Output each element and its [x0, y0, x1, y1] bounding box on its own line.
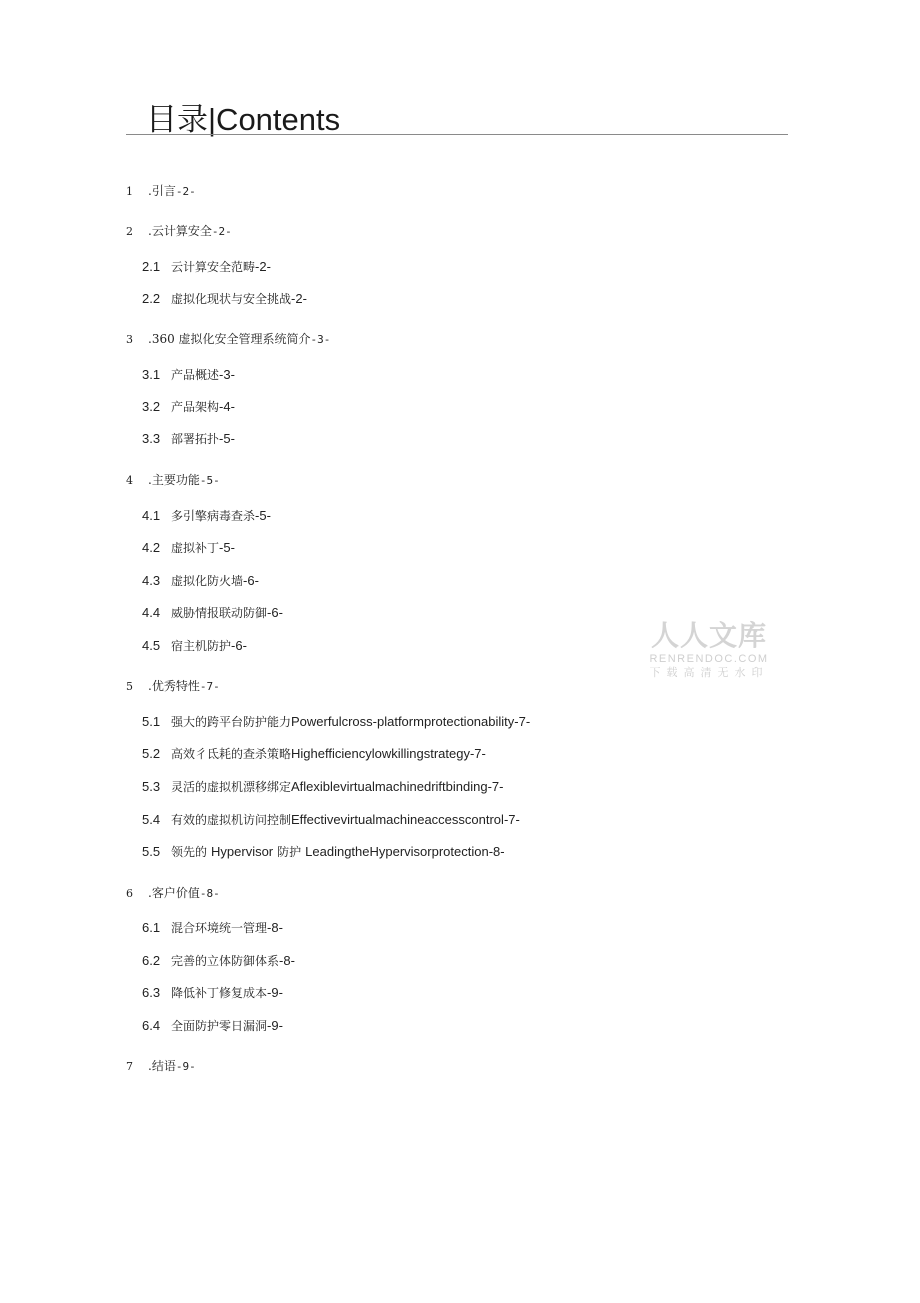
- toc-title: 虚拟化现状与安全挑战: [171, 292, 292, 306]
- toc-number: 3.2: [142, 399, 161, 414]
- toc-title: 降低补丁修复成本: [171, 986, 268, 1000]
- toc-entry-6[interactable]: [126, 885, 220, 902]
- toc-entry-5-5[interactable]: [142, 844, 505, 860]
- toc-title: 完善的立体防御体系: [171, 954, 280, 968]
- toc-number: 6.1: [142, 920, 161, 935]
- toc-entry-6-2[interactable]: [142, 953, 295, 969]
- toc-page: -6-: [243, 573, 259, 588]
- toc-title: .360 虚拟化安全管理系统简介: [148, 332, 311, 346]
- toc-number: 6: [126, 887, 133, 900]
- toc-entry-2-1[interactable]: [142, 259, 271, 275]
- page-title: 目录|Contents: [146, 102, 341, 137]
- toc-page: -7-: [503, 812, 520, 827]
- toc-entry-4-4[interactable]: [142, 605, 283, 621]
- toc-page: -9-: [267, 1018, 283, 1033]
- toc-page: -3-: [310, 333, 331, 346]
- toc-title: 灵活的虚拟机漂移绑定: [171, 780, 292, 794]
- toc-number: 5.5: [142, 844, 161, 859]
- toc-title-en: Effectivevirtualmachineaccesscontrol: [291, 812, 504, 827]
- toc-title-en-mid: Hypervisor: [211, 844, 274, 859]
- toc-number: 4: [126, 474, 133, 487]
- toc-title: 部署拓扑: [171, 432, 220, 446]
- toc-entry-3-1[interactable]: [142, 367, 235, 383]
- toc-page: -7-: [487, 779, 504, 794]
- toc-title: 高效彳氐耗的查杀策略: [171, 747, 292, 761]
- toc-title-en: Powerfulcross-platformprotectionability: [291, 714, 515, 729]
- toc-title: 产品架构: [171, 400, 220, 414]
- toc-entry-5-2[interactable]: [142, 746, 486, 762]
- toc-title: 虚拟补丁: [171, 541, 220, 555]
- toc-entry-6-3[interactable]: [142, 985, 283, 1001]
- toc-title: 多引擎病毒查杀: [171, 509, 256, 523]
- toc-entry-5-1[interactable]: [142, 714, 530, 730]
- toc-entry-4-1[interactable]: [142, 508, 271, 524]
- toc-page: -7-: [469, 746, 486, 761]
- toc-title: .主要功能: [148, 473, 200, 487]
- toc-title: 云计算安全范畴: [171, 260, 256, 274]
- toc-page: -5-: [219, 431, 235, 446]
- toc-entry-4-5[interactable]: [142, 638, 247, 654]
- toc-title-en: Highefficiencylowkillingstrategy: [291, 746, 470, 761]
- toc-number: 6.4: [142, 1018, 161, 1033]
- toc-page: -4-: [219, 399, 235, 414]
- toc-entry-5-3[interactable]: [142, 779, 503, 795]
- watermark-subtitle: 下载高清无水印: [649, 666, 769, 679]
- toc-entry-1[interactable]: [126, 183, 196, 200]
- toc-title: 产品概述: [171, 368, 220, 382]
- toc-page: -2-: [255, 259, 271, 274]
- toc-entry-5[interactable]: [126, 678, 220, 695]
- toc-number: 4.5: [142, 638, 161, 653]
- toc-page: -3-: [219, 367, 235, 382]
- toc-number: 2.2: [142, 291, 161, 306]
- toc-title: .客户价值: [148, 886, 200, 900]
- toc-page: -7-: [199, 680, 220, 693]
- toc-number: 2: [126, 225, 133, 238]
- toc-title: .结语: [148, 1059, 176, 1073]
- toc-number: 3.3: [142, 431, 161, 446]
- toc-page: -8-: [488, 844, 505, 859]
- toc-number: 7: [126, 1060, 133, 1073]
- toc-page: -2-: [291, 291, 307, 306]
- toc-title: 领先的: [171, 845, 208, 859]
- toc-number: 1: [126, 185, 133, 198]
- toc-entry-4-2[interactable]: [142, 540, 235, 556]
- toc-page: -2-: [211, 225, 232, 238]
- toc-number: 5: [126, 680, 133, 693]
- toc-entry-2[interactable]: [126, 223, 232, 240]
- toc-title: 强大的跨平台防护能力: [171, 715, 292, 729]
- toc-number: 5.4: [142, 812, 161, 827]
- toc-entry-6-1[interactable]: [142, 920, 283, 936]
- toc-title: 威胁情报联动防御: [171, 606, 268, 620]
- toc-title: .引言: [148, 184, 176, 198]
- toc-page: -8-: [267, 920, 283, 935]
- toc-entry-3[interactable]: [126, 331, 330, 348]
- watermark-site: RENRENDOC.COM: [649, 653, 769, 665]
- watermark-logo-text: 人人文库: [650, 619, 767, 652]
- toc-title: .优秀特性: [148, 679, 200, 693]
- toc-page: -2-: [175, 185, 196, 198]
- toc-number: 6.2: [142, 953, 161, 968]
- toc-title: .云计算安全: [148, 224, 212, 238]
- toc-number: 4.2: [142, 540, 161, 555]
- toc-title: 全面防护零日漏洞: [171, 1019, 268, 1033]
- toc-entry-7[interactable]: [126, 1058, 196, 1075]
- toc-number: 4.4: [142, 605, 161, 620]
- toc-title-en: LeadingtheHypervisorprotection: [305, 844, 489, 859]
- toc-entry-3-2[interactable]: [142, 399, 235, 415]
- toc-page: -6-: [267, 605, 283, 620]
- toc-number: 3: [126, 333, 133, 346]
- toc-title-part2: 防护: [277, 845, 302, 859]
- toc-entry-4[interactable]: [126, 472, 220, 489]
- toc-entry-3-3[interactable]: [142, 431, 235, 447]
- toc-entry-4-3[interactable]: [142, 573, 259, 589]
- toc-entry-5-4[interactable]: [142, 812, 520, 828]
- toc-number: 5.3: [142, 779, 161, 794]
- toc-number: 3.1: [142, 367, 161, 382]
- toc-page: -6-: [231, 638, 247, 653]
- title-divider: [126, 134, 788, 135]
- toc-number: 4.1: [142, 508, 161, 523]
- toc-title-en: Aflexiblevirtualmachinedriftbinding: [291, 779, 488, 794]
- toc-number: 5.1: [142, 714, 161, 729]
- toc-page: -5-: [199, 474, 220, 487]
- toc-title: 混合环境统一管理: [171, 921, 268, 935]
- watermark: [644, 620, 774, 680]
- toc-title: 虚拟化防火墙: [171, 574, 244, 588]
- toc-entry-2-2[interactable]: [142, 291, 307, 307]
- toc-entry-6-4[interactable]: [142, 1018, 283, 1034]
- toc-page: -5-: [255, 508, 271, 523]
- toc-page: -9-: [267, 985, 283, 1000]
- toc-page: -9-: [175, 1060, 196, 1073]
- toc-number: 4.3: [142, 573, 161, 588]
- toc-number: 6.3: [142, 985, 161, 1000]
- toc-number: 2.1: [142, 259, 161, 274]
- toc-page: -8-: [279, 953, 295, 968]
- toc-number: 5.2: [142, 746, 161, 761]
- toc-page: -7-: [514, 714, 531, 729]
- toc-page: -8-: [199, 887, 220, 900]
- toc-title: 宿主机防护: [171, 639, 232, 653]
- toc-page: -5-: [219, 540, 235, 555]
- toc-title: 有效的虚拟机访问控制: [171, 813, 292, 827]
